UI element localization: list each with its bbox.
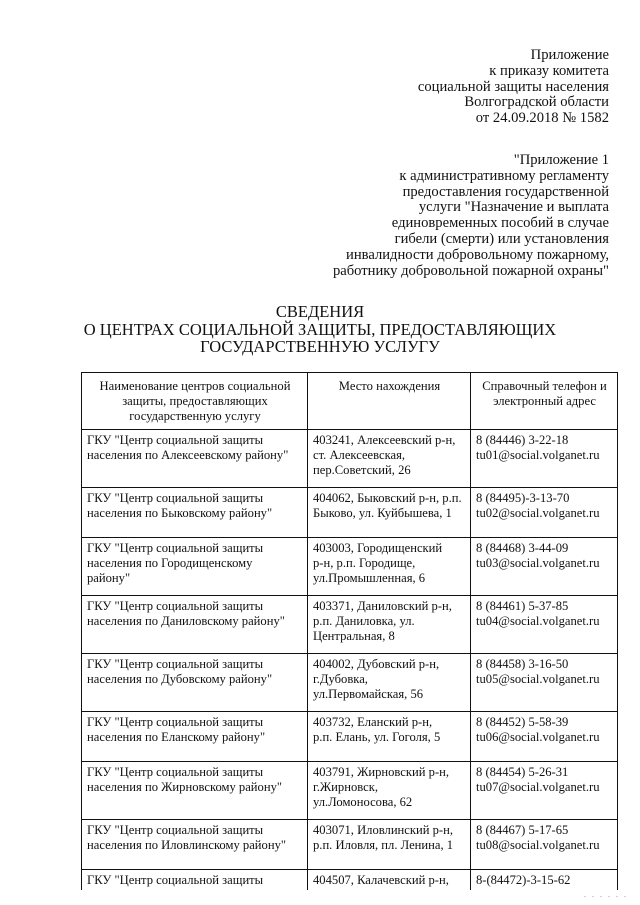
- cell-line: 8 (84454) 5-26-31: [476, 765, 569, 779]
- cell-line: 8-(84472)-3-15-62: [476, 873, 571, 887]
- cell-line: г.Жирновск,: [313, 780, 378, 794]
- cell-line: р.п. Елань, ул. Гоголя, 5: [313, 730, 441, 744]
- header-line: Место нахождения: [338, 379, 441, 393]
- table-row: [82, 762, 618, 820]
- scan-artifact: . . . . . .: [584, 890, 628, 899]
- regulation-line: "Приложение 1: [513, 152, 609, 168]
- regulation-line: работнику добровольной пожарной охраны": [332, 262, 609, 279]
- cell-line: ГКУ "Центр социальной защиты: [87, 823, 264, 837]
- cell-line: 8 (84446) 3-22-18: [476, 433, 569, 447]
- table-row: [82, 488, 618, 538]
- table-row: [82, 820, 618, 870]
- center-name-cell: [82, 762, 308, 820]
- cell-line: 404062, Быковский р-н, р.п.: [313, 491, 462, 505]
- cell-line: ГКУ "Центр социальной защиты: [87, 715, 264, 729]
- cell-line: tu02@social.volganet.ru: [476, 506, 600, 520]
- document-title: [0, 303, 640, 356]
- cell-line: населения по Иловлинскому району": [87, 838, 287, 852]
- cell-line: 8 (84458) 3-16-50: [476, 657, 569, 671]
- header-line: электронный адрес: [493, 394, 596, 408]
- table-row: [82, 430, 618, 488]
- table-header-row: [82, 373, 618, 430]
- title-line: СВЕДЕНИЯ: [275, 302, 365, 321]
- cell-line: населения по Дубовскому району": [87, 672, 273, 686]
- column-header-name: [82, 373, 308, 430]
- header-line: Наименование центров социальной: [99, 379, 291, 393]
- center-name-cell: [82, 820, 308, 870]
- cell-line: г.Дубовка,: [313, 672, 368, 686]
- table-row: [82, 596, 618, 654]
- cell-line: 403791, Жирновский р-н,: [313, 765, 450, 779]
- center-name-cell: [82, 654, 308, 712]
- cell-line: 403241, Алексеевский р-н,: [313, 433, 456, 447]
- appendix-line: Приложение: [530, 47, 609, 63]
- cell-line: tu05@social.volganet.ru: [476, 672, 600, 686]
- address-cell: [308, 596, 471, 654]
- regulation-line: предоставления государственной: [402, 183, 609, 200]
- header-line: Справочный телефон и: [482, 379, 607, 393]
- cell-line: tu06@social.volganet.ru: [476, 730, 600, 744]
- appendix-line: от 24.09.2018 № 1582: [475, 110, 609, 127]
- center-name-cell: [82, 538, 308, 596]
- cell-line: р.п. Даниловка, ул.: [313, 614, 415, 628]
- address-cell: [308, 870, 471, 891]
- cell-line: ул.Промышленная, 6: [313, 571, 426, 585]
- contact-cell: [471, 538, 618, 596]
- regulation-line: услуги "Назначение и выплата: [418, 199, 609, 216]
- cell-line: 8 (84452) 5-58-39: [476, 715, 569, 729]
- address-cell: [308, 430, 471, 488]
- address-cell: [308, 762, 471, 820]
- regulation-reference-block: [333, 153, 609, 279]
- cell-line: 403003, Городищенский: [313, 541, 443, 555]
- table-row: [82, 654, 618, 712]
- cell-line: населения по Жирновскому району": [87, 780, 283, 794]
- regulation-line: единовременных пособий в случае: [391, 215, 609, 232]
- center-name-cell: [82, 596, 308, 654]
- cell-line: ГКУ "Центр социальной защиты: [87, 433, 264, 447]
- cell-line: 403071, Иловлинский р-н,: [313, 823, 454, 837]
- header-line: защиты, предоставляющих: [122, 394, 268, 408]
- table-row: [82, 870, 618, 891]
- social-centers-table: [81, 372, 618, 890]
- cell-line: ГКУ "Центр социальной защиты: [87, 765, 264, 779]
- address-cell: [308, 488, 471, 538]
- cell-line: пер.Советский, 26: [313, 463, 411, 477]
- cell-line: населения по Еланскому району": [87, 730, 266, 744]
- header-line: государственную услугу: [129, 409, 261, 423]
- title-line: ГОСУДАРСТВЕННУЮ УСЛУГУ: [200, 337, 440, 356]
- cell-line: ГКУ "Центр социальной защиты: [87, 599, 264, 613]
- cell-line: 403371, Даниловский р-н,: [313, 599, 452, 613]
- center-name-cell: [82, 430, 308, 488]
- appendix-block: [418, 48, 609, 127]
- regulation-line: к административному регламенту: [399, 167, 609, 184]
- cell-line: tu07@social.volganet.ru: [476, 780, 600, 794]
- cell-line: 8 (84461) 5-37-85: [476, 599, 569, 613]
- address-cell: [308, 712, 471, 762]
- appendix-line: к приказу комитета: [489, 62, 609, 79]
- cell-line: Быково, ул. Куйбышева, 1: [313, 506, 452, 520]
- cell-line: ГКУ "Центр социальной защиты: [87, 541, 264, 555]
- cell-line: населения по Даниловскому району": [87, 614, 285, 628]
- contact-cell: [471, 596, 618, 654]
- address-cell: [308, 654, 471, 712]
- contact-cell: [471, 430, 618, 488]
- cell-line: tu04@social.volganet.ru: [476, 614, 600, 628]
- cell-line: населения по Алексеевскому району": [87, 448, 289, 462]
- appendix-line: Волгоградской области: [464, 94, 609, 111]
- cell-line: ГКУ "Центр социальной защиты: [87, 491, 264, 505]
- cell-line: ул.Ломоносова, 62: [313, 795, 413, 809]
- cell-line: населения по Городищенскому: [87, 556, 253, 570]
- contact-cell: [471, 488, 618, 538]
- cell-line: tu01@social.volganet.ru: [476, 448, 600, 462]
- cell-line: р.п. Иловля, пл. Ленина, 1: [313, 838, 454, 852]
- cell-line: 8 (84495)-3-13-70: [476, 491, 570, 505]
- cell-line: р-н, р.п. Городище,: [313, 556, 416, 570]
- column-header-contact: [471, 373, 618, 430]
- center-name-cell: [82, 488, 308, 538]
- cell-line: ГКУ "Центр социальной защиты: [87, 657, 264, 671]
- address-cell: [308, 820, 471, 870]
- cell-line: ст. Алексеевская,: [313, 448, 406, 462]
- contact-cell: [471, 820, 618, 870]
- cell-line: 404002, Дубовский р-н,: [313, 657, 440, 671]
- address-cell: [308, 538, 471, 596]
- cell-line: Центральная, 8: [313, 629, 395, 643]
- cell-line: населения по Быковскому району": [87, 506, 273, 520]
- cell-line: 8 (84468) 3-44-09: [476, 541, 569, 555]
- cell-line: 404507, Калачевский р-н,: [313, 873, 449, 887]
- contact-cell: [471, 762, 618, 820]
- column-header-address: [308, 373, 471, 430]
- cell-line: ул.Первомайская, 56: [313, 687, 424, 701]
- table-row: [82, 538, 618, 596]
- title-line: О ЦЕНТРАХ СОЦИАЛЬНОЙ ЗАЩИТЫ, ПРЕДОСТАВЛЯЮЩИХ: [83, 319, 557, 339]
- regulation-line: гибели (смерти) или установления: [394, 230, 609, 247]
- table-row: [82, 712, 618, 762]
- cell-line: 8 (84467) 5-17-65: [476, 823, 569, 837]
- contact-cell: [471, 712, 618, 762]
- cell-line: району": [87, 571, 131, 585]
- appendix-line: социальной защиты населения: [417, 78, 609, 95]
- center-name-cell: [82, 712, 308, 762]
- cell-line: tu03@social.volganet.ru: [476, 556, 600, 570]
- cell-line: ГКУ "Центр социальной защиты: [87, 873, 264, 887]
- regulation-line: инвалидности добровольному пожарному,: [346, 246, 609, 263]
- center-name-cell: [82, 870, 308, 891]
- cell-line: tu08@social.volganet.ru: [476, 838, 600, 852]
- contact-cell: [471, 870, 618, 891]
- contact-cell: [471, 654, 618, 712]
- cell-line: 403732, Еланский р-н,: [313, 715, 433, 729]
